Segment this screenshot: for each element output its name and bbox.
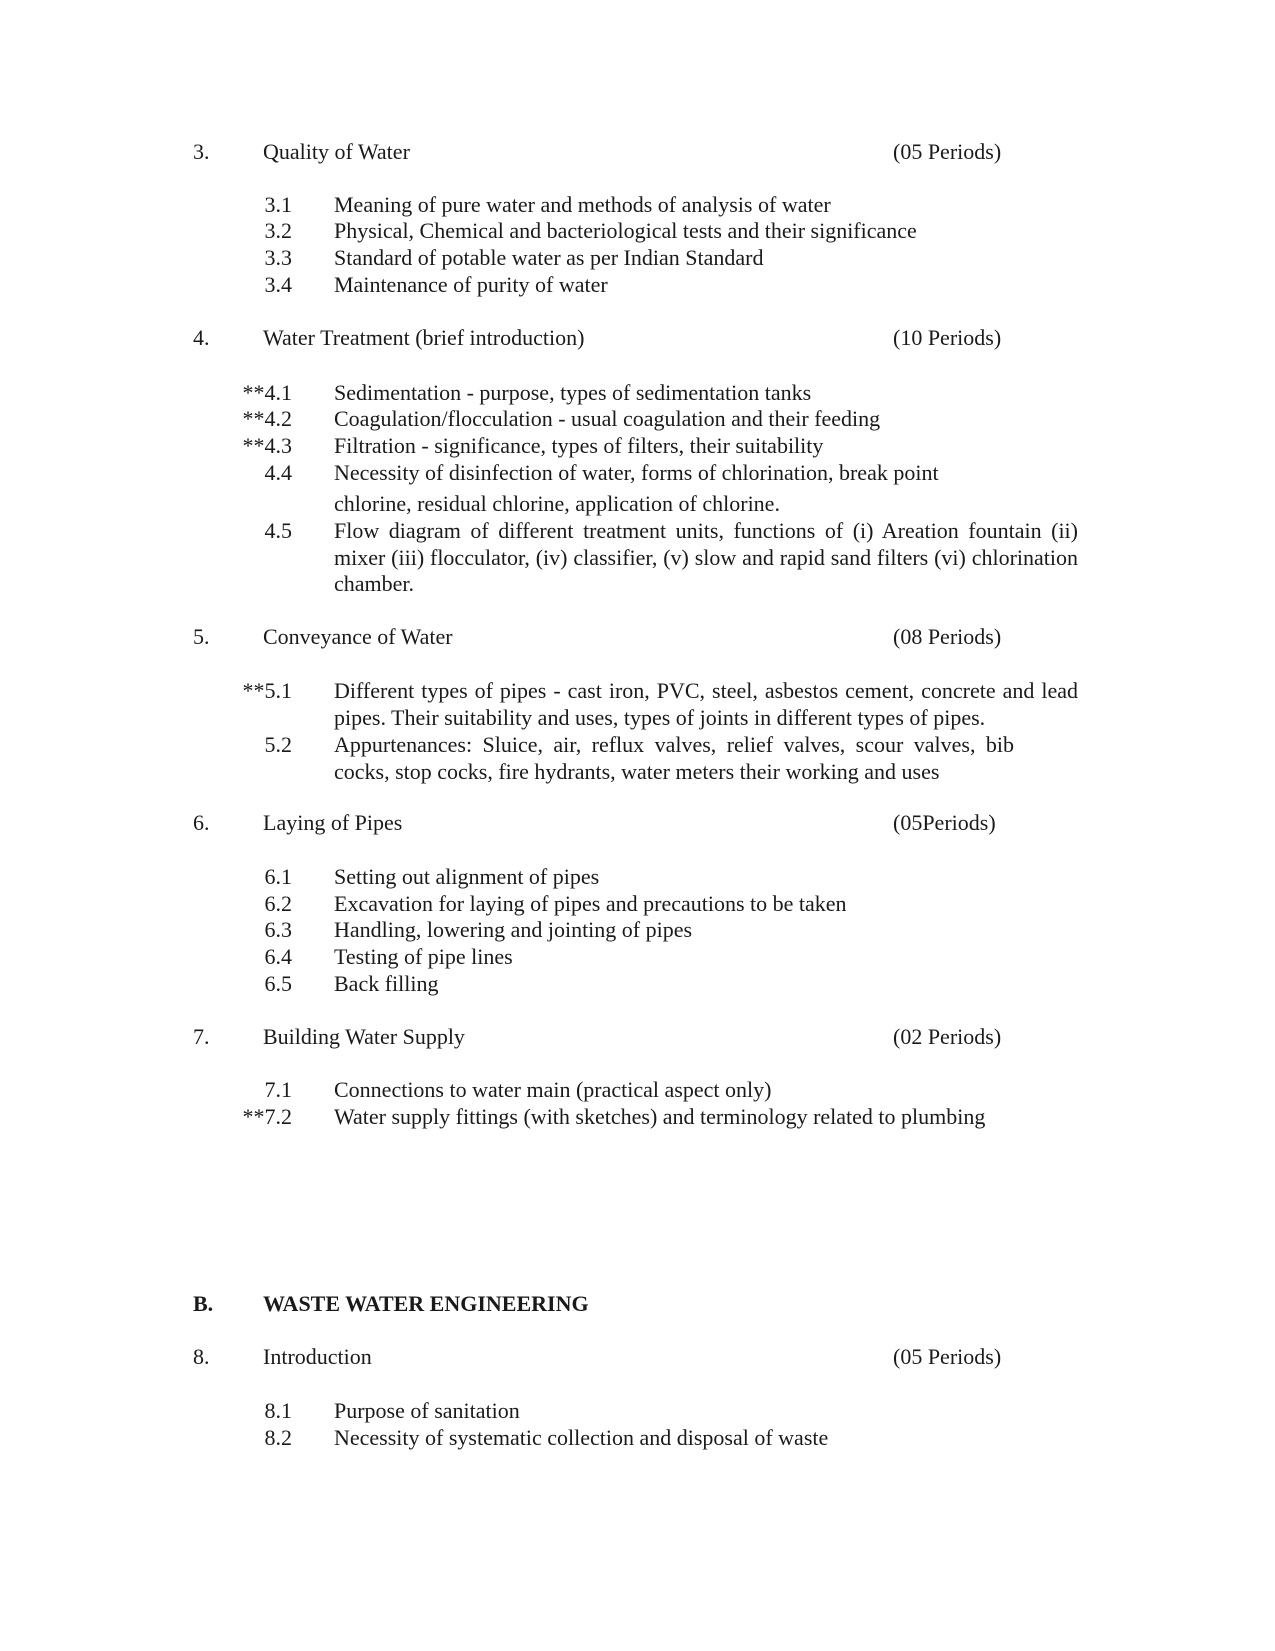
- item-number: 6.2: [264, 891, 292, 916]
- item-text: Connections to water main (practical aspect only): [334, 1077, 772, 1102]
- item-number: **5.1: [242, 678, 292, 703]
- item-text: Purpose of sanitation: [334, 1398, 520, 1423]
- item-text: Excavation for laying of pipes and precautions to be taken: [334, 891, 847, 916]
- section-number: 3.: [193, 139, 210, 164]
- item-number: 8.2: [264, 1425, 292, 1450]
- item-text: Setting out alignment of pipes: [334, 864, 600, 889]
- item-number: 3.3: [264, 245, 292, 270]
- item-text: Appurtenances: Sluice, air, reflux valves, relief valves, scour valves, bib cocks, stop cocks, fire hydrants, water meters their working and uses: [334, 732, 1014, 784]
- item-number: 7.1: [264, 1077, 292, 1102]
- item-text: Maintenance of purity of water: [334, 272, 608, 297]
- item-number: **4.1: [242, 380, 292, 405]
- item-number: 3.2: [264, 218, 292, 243]
- item-text-continued: chlorine, residual chlorine, application of chlorine.: [334, 491, 780, 516]
- item-number: 6.4: [264, 944, 292, 969]
- item-text: Sedimentation - purpose, types of sedimentation tanks: [334, 380, 812, 405]
- section-title: Conveyance of Water: [263, 624, 453, 649]
- section-periods: (02 Periods): [893, 1024, 1002, 1049]
- item-number: 6.5: [264, 971, 292, 996]
- section-number: 4.: [193, 325, 210, 350]
- item-text: Handling, lowering and jointing of pipes: [334, 917, 693, 942]
- item-number: **4.2: [242, 406, 292, 431]
- item-number: **7.2: [242, 1104, 292, 1129]
- item-text: Necessity of systematic collection and disposal of waste: [334, 1425, 829, 1450]
- item-number: 3.4: [264, 272, 292, 297]
- item-number: 5.2: [264, 732, 292, 757]
- item-text: Necessity of disinfection of water, forms of chlorination, break point: [334, 460, 939, 485]
- section-periods: (05 Periods): [893, 1344, 1002, 1369]
- section-periods: (05Periods): [893, 810, 996, 835]
- item-text: Back filling: [334, 971, 439, 996]
- item-number: 6.3: [264, 917, 292, 942]
- item-number: 4.4: [264, 460, 292, 485]
- section-title: Quality of Water: [263, 139, 410, 164]
- section-number: 8.: [193, 1344, 210, 1369]
- section-number: 5.: [193, 624, 210, 649]
- section-title: Water Treatment (brief introduction): [263, 325, 585, 350]
- item-text: Flow diagram of different treatment units, functions of (i) Areation fountain (ii) mixer (iii) flocculator, (iv) classifier, (v) slow and rapid sand filters (vi) chlorination chamber.: [334, 518, 1078, 596]
- item-text: Filtration - significance, types of filters, their suitability: [334, 433, 824, 458]
- item-text: Meaning of pure water and methods of analysis of water: [334, 192, 831, 217]
- item-text: Different types of pipes - cast iron, PVC, steel, asbestos cement, concrete and lead pipes. Their suitability and uses, types of joints in different types of pipes.: [334, 678, 1078, 730]
- section-number: 7.: [193, 1024, 210, 1049]
- section-number: 6.: [193, 810, 210, 835]
- item-text: Testing of pipe lines: [334, 944, 513, 969]
- item-text: Standard of potable water as per Indian Standard: [334, 245, 764, 270]
- item-text: Water supply fittings (with sketches) and terminology related to plumbing: [334, 1104, 986, 1129]
- section-periods: (10 Periods): [893, 325, 1002, 350]
- part-letter: B.: [193, 1291, 214, 1316]
- item-text: Coagulation/flocculation - usual coagulation and their feeding: [334, 406, 881, 431]
- section-periods: (05 Periods): [893, 139, 1002, 164]
- section-periods: (08 Periods): [893, 624, 1002, 649]
- item-number: 6.1: [264, 864, 292, 889]
- item-text: Physical, Chemical and bacteriological tests and their significance: [334, 218, 917, 243]
- item-number: 3.1: [264, 192, 292, 217]
- item-number: **4.3: [242, 433, 292, 458]
- section-title: Laying of Pipes: [263, 810, 403, 835]
- part-title: WASTE WATER ENGINEERING: [263, 1291, 589, 1316]
- item-number: 4.5: [264, 518, 292, 543]
- section-title: Introduction: [263, 1344, 372, 1369]
- section-title: Building Water Supply: [263, 1024, 465, 1049]
- item-number: 8.1: [264, 1398, 292, 1423]
